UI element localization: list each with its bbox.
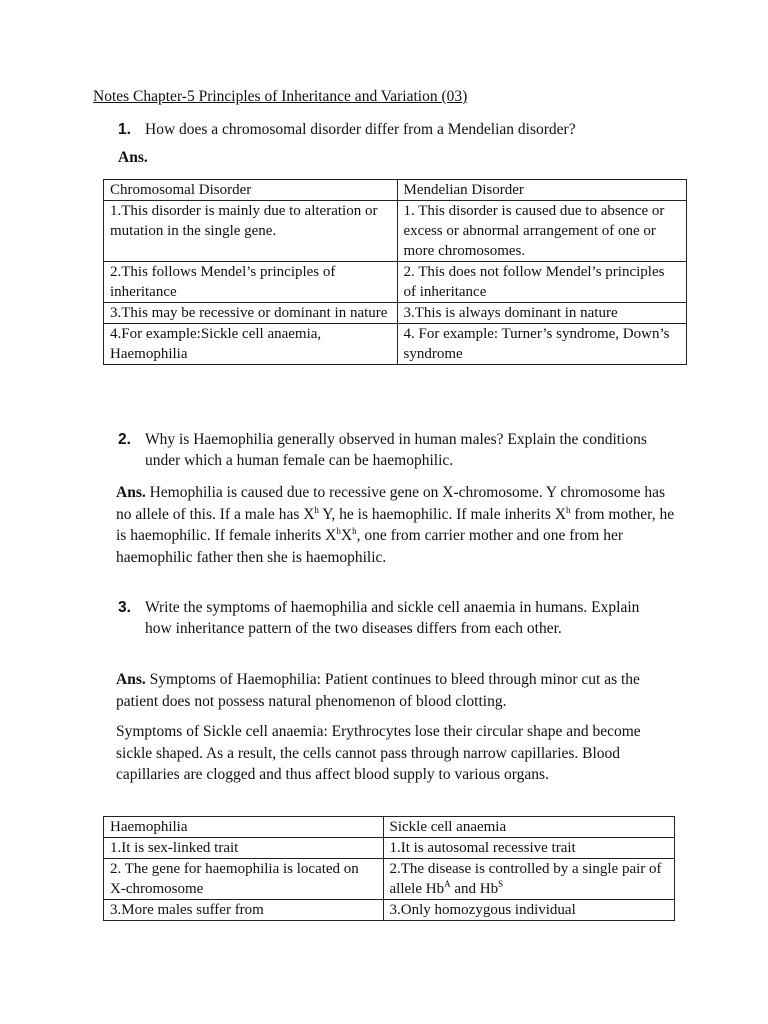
comparison-table-disorders	[103, 179, 687, 365]
table-header-cell: Sickle cell anaemia	[383, 817, 674, 838]
question-2	[118, 429, 665, 471]
answer-3-paragraph	[116, 669, 676, 712]
answer-text: Hemophilia is caused due to recessive gene on X-chromosome. Y chromosome has no allele of this. If a male has X	[116, 484, 665, 523]
question-3	[118, 597, 665, 639]
table-cell: 2. This does not follow Mendel’s principles of inheritance	[397, 262, 687, 303]
table-row	[104, 303, 687, 324]
superscript: h	[352, 526, 357, 536]
table-cell: 1.This disorder is mainly due to alteration or mutation in the single gene.	[104, 201, 398, 262]
sickle-cell-symptoms-paragraph: Symptoms of Sickle cell anaemia: Erythrocytes lose their circular shape and become sickle shaped. As a result, the cells cannot pass through narrow capillaries. Blood capillaries are clogged and thus affect blood supply to various organs.	[116, 723, 641, 783]
table-header-row	[104, 180, 687, 201]
table-cell: 2.This follows Mendel’s principles of inheritance	[104, 262, 398, 303]
page-title: Notes Chapter-5 Principles of Inheritance and Variation (03)	[93, 88, 468, 105]
superscript: A	[444, 879, 451, 889]
question-text: Why is Haemophilia generally observed in human males? Explain the conditions under which a human female can be haemophilic.	[145, 431, 647, 469]
question-number: 3.	[118, 599, 131, 616]
table-cell: 4.For example:Sickle cell anaemia, Haemophilia	[104, 324, 398, 365]
answer-text: from mother, he is haemophilic. If female inherits X	[116, 505, 675, 544]
table-header-cell: Mendelian Disorder	[397, 180, 687, 201]
table-cell: 1. This disorder is caused due to absence or excess or abnormal arrangement of one or more chromosomes.	[397, 201, 687, 262]
answer-text: Symptoms of Haemophilia: Patient continues to bleed through minor cut as the patient does not possess natural phenomenon of blood clotting.	[116, 671, 640, 710]
comparison-table-haemophilia-sickle	[103, 816, 675, 921]
table-row	[104, 262, 687, 303]
answer-text: , one from carrier mother and one from her haemophilic father then she is haemophilic.	[116, 527, 623, 566]
question-text: Write the symptoms of haemophilia and sickle cell anaemia in humans. Explain how inheritance pattern of the two diseases differs from each other.	[145, 599, 640, 637]
table-row	[104, 900, 675, 921]
table-cell: 3.This may be recessive or dominant in nature	[104, 303, 398, 324]
question-number: 2.	[118, 431, 131, 448]
table-cell: 3.Only homozygous individual	[383, 900, 674, 921]
superscript: h	[314, 504, 319, 515]
answer-label: Ans.	[116, 484, 146, 501]
table-cell: 3.This is always dominant in nature	[397, 303, 687, 324]
superscript: h	[336, 526, 341, 536]
table-row	[104, 838, 675, 859]
table-row	[104, 201, 687, 262]
answer-label: Ans.	[118, 149, 148, 166]
table-cell: 1.It is autosomal recessive trait	[383, 838, 674, 859]
table-header-cell: Chromosomal Disorder	[104, 180, 398, 201]
table-header-row	[104, 817, 675, 838]
answer-label: Ans.	[116, 671, 146, 688]
answer-2-paragraph	[116, 482, 676, 568]
question-number: 1.	[118, 121, 131, 138]
superscript: S	[498, 879, 504, 889]
cell-text: 2.The disease is controlled by a single pair of allele Hb	[389, 861, 662, 897]
superscript: h	[566, 504, 571, 515]
table-row	[104, 859, 675, 900]
table-cell: 3.More males suffer from	[104, 900, 384, 921]
answer-text: Y, he is haemophilic. If male inherits X	[322, 505, 567, 523]
table-cell: 1.It is sex-linked trait	[104, 838, 384, 859]
table-cell: 2. The gene for haemophilia is located on X-chromosome	[104, 859, 384, 900]
answer-text: X	[340, 527, 353, 544]
question-1	[118, 119, 665, 140]
table-header-cell: Haemophilia	[104, 817, 384, 838]
table-cell: 4. For example: Turner’s syndrome, Down’s syndrome	[397, 324, 687, 365]
cell-text: and Hb	[450, 881, 499, 897]
table-cell	[383, 859, 674, 900]
question-text: How does a chromosomal disorder differ from a Mendelian disorder?	[145, 121, 576, 138]
table-row	[104, 324, 687, 365]
